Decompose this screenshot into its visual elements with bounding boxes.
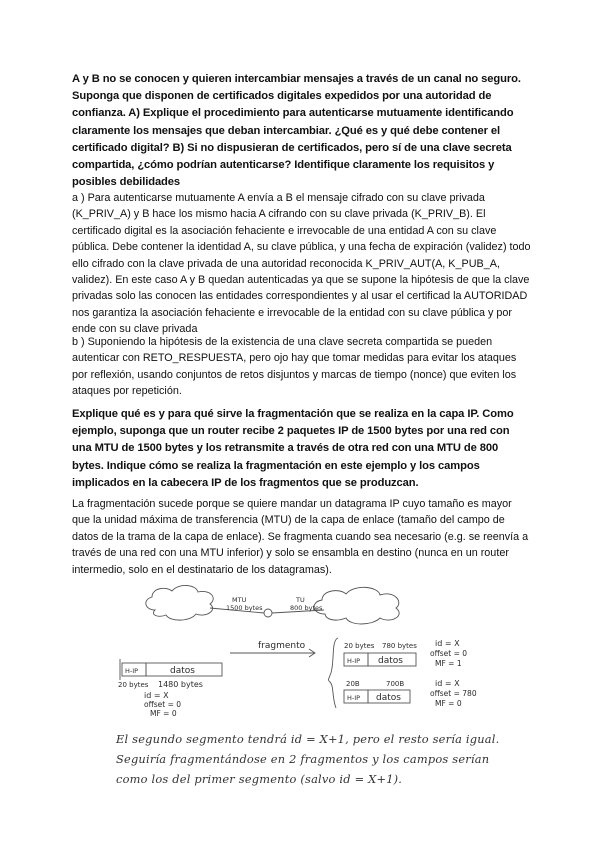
- question-2: Explique qué es y para qué sirve la fragmentación que se realiza en la capa IP. Como ejemplo, suponga que un router recibe 2 paquetes IP de 1500 bytes por una red con una MTU de 1500 bytes y los retransmite a través de otra red con una MTU de 800 bytes. Indique cómo se realiza la fragmentación en este ejemplo y los campos implicados en la cabecera IP de los fragmentos que se produzcan.: [72, 408, 514, 489]
- mtu2-value: 800 bytes: [290, 604, 323, 612]
- fragment-arrow-label: fragmento: [258, 641, 306, 651]
- network-cloud-left: [146, 585, 213, 620]
- fragment2-id: id = X: [435, 679, 460, 688]
- original-offset: offset = 0: [144, 700, 182, 709]
- mtu2-label: TU: [296, 596, 305, 604]
- fragment1-mf: MF = 1: [435, 659, 462, 668]
- answer-2: La fragmentación sucede porque se quiere mandar un datagrama IP cuyo tamaño es mayor que la unidad máxima de transferencia (MTU) de la capa de enlace (tamaño del campo de datos de la trama de la capa de enlace). Se fragmenta cuando sea necesario (e.g. se reenvía a través de una red con una MTU inferior) y solo se ensambla en destino (nunca en un router intermedio, solo en el destinatario de los datagramas).: [72, 498, 529, 576]
- fragment1-data-size: 780 bytes: [382, 642, 417, 650]
- question-1: A y B no se conocen y quieren intercambiar mensajes a través de un canal no seguro. Suponga que disponen de certificados digitales expedidos por una autoridad de confianza. A) Explique el procedimiento para autenticarse mutuamente identificando claramente los mensajes que deban intercambiar. ¿Qué es y qué debe contener el certificado digital? B) Si no dispusieran de certificados, pero sí de una clave secreta compartida, ¿cómo podrían autenticarse? Identifique claramente los requisitos y posibles debilidades: [72, 73, 521, 189]
- handwritten-fragmentation-diagram: [100, 580, 530, 718]
- fragment2-mf: MF = 0: [435, 699, 462, 708]
- network-cloud-right: [314, 587, 399, 624]
- fragment1-data-label: datos: [378, 656, 403, 666]
- fragment1-header-size: 20 bytes: [344, 642, 375, 650]
- answer-1b: b ) Suponiendo la hipótesis de la existencia de una clave secreta compartida se pueden autenticar con RETO_RESPUESTA, pero ojo hay que tomar medidas para evitar los ataques por reflexión, usando conjuntos de retos disjuntos y marcas de tiempo (nonce) que eviten los ataques por repetición.: [72, 336, 517, 398]
- router: [264, 609, 272, 617]
- original-header-label: H-IP: [125, 667, 139, 675]
- fragment1-id: id = X: [435, 639, 460, 648]
- fragment2-data-label: datos: [376, 693, 401, 703]
- handwritten-note: El segundo segmento tendrá id = X+1, pero el resto sería igual. Seguiría fragmentándose en 2 fragmentos y los campos serían como los del primer segmento (salvo id = X+1).: [116, 732, 500, 787]
- fragment2-offset: offset = 780: [430, 689, 477, 698]
- fragments-brace: [328, 638, 338, 708]
- answer-1a: a ) Para autenticarse mutuamente A envía a B el mensaje cifrado con su clave privada (K_PRIV_A) y B hace los mismo hacia A cifrando con su clave privada (K_PRIV_B). El certificado digital es la asociación fehaciente e irrevocable de una entidad A con su clave pública. Debe contener la identidad A, su clave pública, y una fecha de expiración (validez) todo ello cifrado con la clave privada de una autoridad reconocida K_PRIV_AUT(A, K_PUB_A, validez). En este caso A y B quedan autenticadas ya que se supone la hipótesis de que la clave privadas solo las conocen las entidades correspondientes y al usar el certificad la AUTORIDAD nos garantiza la asociación fehaciente e irrevocable de la entidad con su clave pública y por ende con su clave privada: [72, 192, 531, 336]
- fragment2-data-size: 700B: [386, 680, 405, 688]
- fragment1-header-label: H-IP: [347, 657, 361, 665]
- original-data-label: datos: [170, 666, 195, 676]
- mtu1-value: 1500 bytes: [226, 604, 263, 612]
- fragment2-header-size: 20B: [346, 680, 360, 688]
- original-id: id = X: [144, 691, 169, 700]
- fragment1-offset: offset = 0: [430, 649, 468, 658]
- mtu1-label: MTU: [232, 596, 247, 604]
- fragment2-header-label: H-IP: [347, 694, 361, 702]
- original-header-size: 20 bytes: [118, 681, 149, 689]
- original-data-size: 1480 bytes: [158, 680, 203, 689]
- original-mf: MF = 0: [150, 709, 177, 718]
